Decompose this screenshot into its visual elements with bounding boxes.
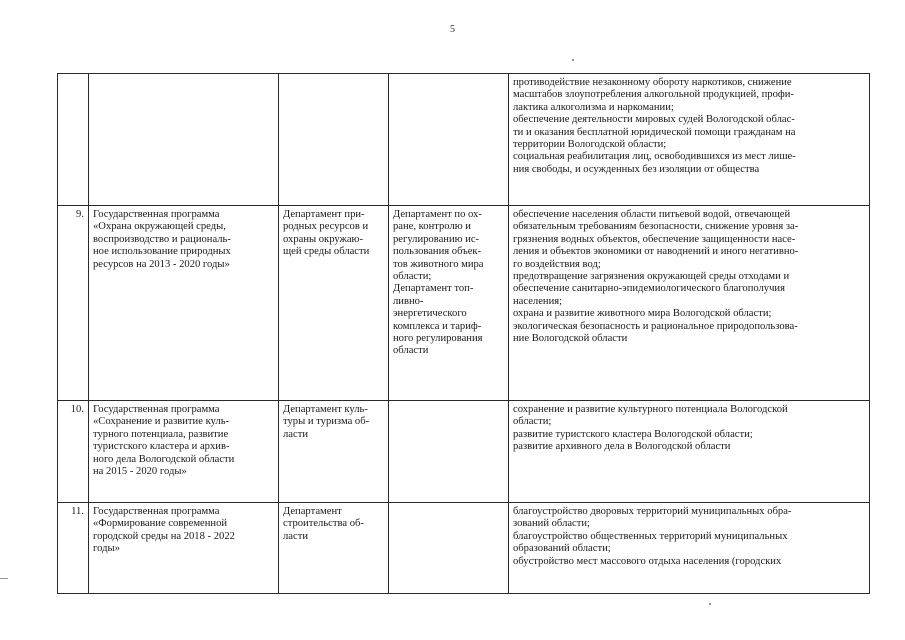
cell-text-line: ресурсов на 2013 - 2020 годы» (93, 258, 230, 270)
program-goals (509, 206, 870, 401)
cell-text-line: обязательным требованиям безопасности, снижение уровня за- (513, 221, 799, 233)
cell-text-line: городской среды на 2018 - 2022 (93, 530, 235, 542)
cell-text-line: строительства об- (283, 518, 364, 530)
cell-text-line: Государственная программа (93, 209, 220, 220)
row-number: 11. (58, 503, 89, 594)
table-row (58, 401, 870, 503)
program-goals (509, 503, 870, 594)
cell-text-line: противодействие незаконному обороту наркотиков, снижение (513, 77, 792, 88)
cell-text-line: населения; (513, 295, 563, 307)
cell-text-line: «Формирование современной (93, 518, 228, 530)
cell-text-line: территории Вологодской области; (513, 139, 667, 151)
cell-text-line: обеспечение санитарно-эпидемиологического благополучия (513, 283, 785, 295)
cell-text-line: ласти (283, 428, 308, 440)
cell-text-line: ния свободы, и осужденных без изоляции от общества (513, 163, 760, 175)
cell-text-line: Департамент куль- (283, 404, 368, 415)
program-goals (509, 74, 870, 206)
co-executor (389, 401, 509, 503)
program-goals (509, 401, 870, 503)
cell-text-line: годы» (93, 543, 120, 555)
cell-text-line: области; (513, 416, 552, 428)
cell-text-line: развитие туристского кластера Вологодской области; (513, 428, 753, 440)
cell-text-line: турного потенциала, развитие (93, 428, 229, 440)
cell-text-line: ране, контролю и (393, 221, 471, 233)
cell-text-line: «Охрана окружающей среды, (93, 221, 226, 233)
cell-text-line: области; (393, 271, 432, 283)
cell-text-line: родных ресурсов и (283, 221, 369, 233)
cell-text-line: Департамент топ- (393, 283, 474, 295)
cell-text-line: пользования объек- (393, 246, 482, 258)
cell-text-line: ти и оказания бесплатной юридической помощи гражданам на (513, 126, 796, 138)
cell-text-line: обеспечение деятельности мировых судей Вологодской облас- (513, 114, 795, 126)
cell-text-line: обустройство мест массового отдыха населения (городских (513, 555, 782, 567)
cell-text-line: грязнения водных объектов, обеспечение защищенности насе- (513, 233, 796, 245)
cell-text-line: зований области; (513, 518, 590, 530)
cell-text-line: тов животного мира (393, 258, 484, 270)
cell-text-line: щей среды области (283, 246, 370, 258)
cell-text-line: Государственная программа (93, 506, 220, 517)
cell-text-line: энергетического (393, 308, 467, 320)
cell-text-line: Департамент при- (283, 209, 365, 220)
row-number: 10. (58, 401, 89, 503)
cell-text-line: обеспечение населения области питьевой водой, отвечающей (513, 209, 791, 220)
cell-text-line: Государственная программа (93, 404, 220, 415)
cell-text-line: Департамент (283, 506, 342, 517)
row-number (58, 74, 89, 206)
responsible-executor (279, 401, 389, 503)
page-number: 5 (450, 24, 455, 35)
co-executor (389, 74, 509, 206)
cell-text-line: области (393, 345, 429, 357)
program-name (89, 206, 279, 401)
table-row (58, 503, 870, 594)
cell-text-line: социальная реабилитация лиц, освободившихся из мест лише- (513, 151, 796, 163)
cell-text-line: ное использование природных (93, 246, 231, 258)
program-name (89, 503, 279, 594)
co-executor (389, 206, 509, 401)
scan-edge-mark (0, 578, 8, 579)
responsible-executor (279, 206, 389, 401)
cell-text-line: ласти (283, 530, 308, 542)
cell-text-line: сохранение и развитие культурного потенциала Вологодской (513, 404, 788, 415)
cell-text-line: благоустройство дворовых территорий муниципальных обра- (513, 506, 792, 517)
cell-text-line: экологическая безопасность и рациональное природопользова- (513, 320, 798, 332)
cell-text-line: образований области; (513, 543, 611, 555)
cell-text-line: воспроизводство и рациональ- (93, 233, 231, 245)
cell-text-line: Департамент по ох- (393, 209, 482, 220)
cell-text-line: охрана и развитие животного мира Вологодской области; (513, 308, 772, 320)
cell-text-line: на 2015 - 2020 годы» (93, 466, 187, 478)
cell-text-line: ления и объектов экономики от наводнений и иного негативно- (513, 246, 799, 258)
cell-text-line: лактика алкоголизма и наркомании; (513, 101, 674, 113)
cell-text-line: развитие архивного дела в Вологодской области (513, 441, 731, 453)
cell-text-line: ние Вологодской области (513, 333, 628, 345)
cell-text-line: масштабов злоупотребления алкогольной продукцией, профи- (513, 89, 794, 101)
program-name (89, 401, 279, 503)
scan-speck (709, 603, 711, 605)
cell-text-line: туристского кластера и архив- (93, 441, 230, 453)
responsible-executor (279, 503, 389, 594)
responsible-executor (279, 74, 389, 206)
cell-text-line: ливно- (393, 295, 424, 307)
programs-table (57, 73, 870, 594)
table-row (58, 74, 870, 206)
cell-text-line: благоустройство общественных территорий муниципальных (513, 530, 788, 542)
cell-text-line: «Сохранение и развитие куль- (93, 416, 230, 428)
table-row (58, 206, 870, 401)
co-executor (389, 503, 509, 594)
scan-speck (572, 59, 574, 61)
program-name (89, 74, 279, 206)
row-number: 9. (58, 206, 89, 401)
cell-text-line: ного дела Вологодской области (93, 453, 235, 465)
cell-text-line: комплекса и тариф- (393, 320, 482, 332)
cell-text-line: ного регулирования (393, 333, 483, 345)
cell-text-line: туры и туризма об- (283, 416, 370, 428)
cell-text-line: предотвращение загрязнения окружающей среды отходами и (513, 271, 790, 283)
cell-text-line: го воздействия вод; (513, 258, 601, 270)
cell-text-line: охраны окружаю- (283, 233, 363, 245)
cell-text-line: регулированию ис- (393, 233, 480, 245)
